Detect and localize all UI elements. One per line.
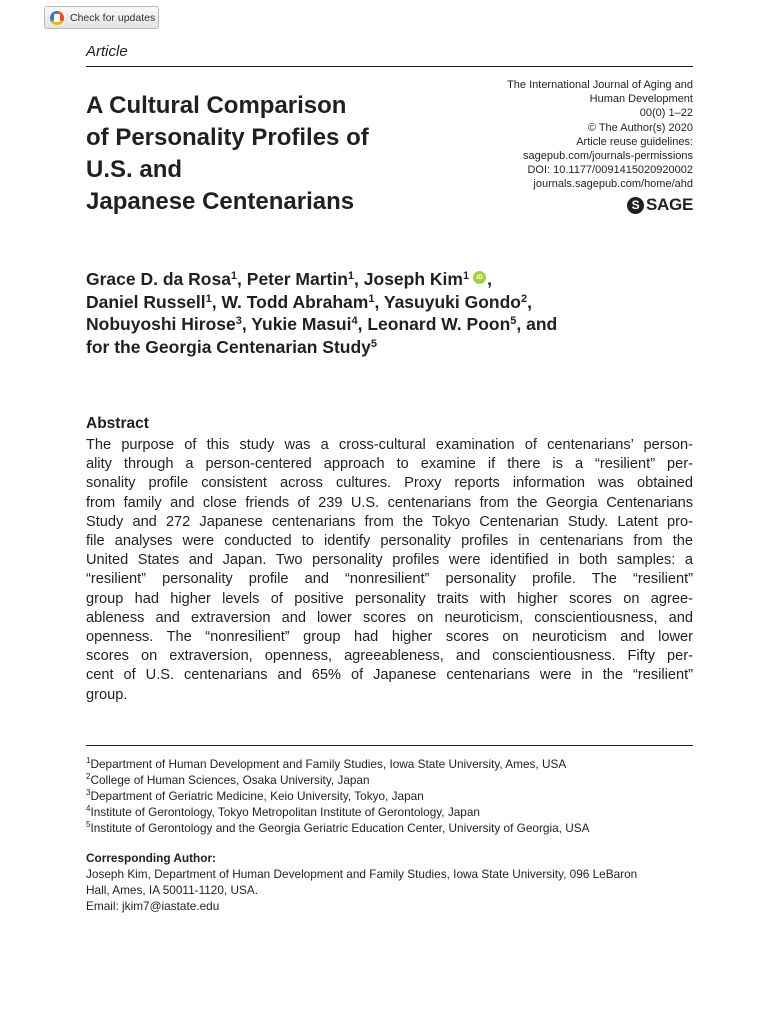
author-separator: , xyxy=(211,291,222,312)
footnote-divider xyxy=(86,745,693,746)
affiliation-text: College of Human Sciences, Osaka University, Japan xyxy=(90,773,370,787)
abstract-line: openness. The “nonresilient” group had higher scores on neuroticism and lower xyxy=(86,629,693,646)
author-name: Yukie Masui xyxy=(251,314,352,334)
abstract-line: Study and 272 Japanese centenarians from the Tokyo Centenarian Study. Latent pro- xyxy=(86,513,693,530)
title-line: Japanese Centenarians xyxy=(86,188,355,215)
affiliation-ref: 1 xyxy=(230,270,238,282)
author-name: Joseph Kim xyxy=(363,269,463,289)
corresponding-author-label: Corresponding Author: xyxy=(86,851,216,865)
affiliation-text: Department of Human Development and Family Studies, Iowa State University, Ames, USA xyxy=(90,757,567,771)
publisher-name: SAGE xyxy=(646,195,693,214)
title-line: U.S. and xyxy=(86,156,183,183)
affiliation-ref: 4 xyxy=(351,315,358,327)
title-line: A Cultural Comparison xyxy=(86,92,347,119)
author-name: Daniel Russell xyxy=(86,291,206,312)
author-name: Grace D. da Rosa xyxy=(86,269,231,289)
abstract-line: scores on extraversion, openness, agreeableness, and conscientiousness. Fifty per- xyxy=(86,648,693,665)
affiliation-item xyxy=(86,788,706,804)
header-divider xyxy=(86,66,693,67)
author-separator: , xyxy=(487,269,492,289)
affiliation-number: 2 xyxy=(86,772,91,781)
abstract-line: file analyses were conducted to identify personality profiles in centenarians from the xyxy=(86,533,693,550)
affiliation-ref: 5 xyxy=(370,337,378,350)
author-separator: , xyxy=(237,269,247,289)
author-name: Yasuyuki Gondo xyxy=(383,291,521,312)
affiliation-ref: 3 xyxy=(235,315,242,327)
journal-name-line: Human Development xyxy=(589,93,693,106)
affiliation-number: 5 xyxy=(86,820,91,829)
affiliation-item xyxy=(86,772,706,788)
abstract-line: sonality profile consistent across cultures. Proxy reports information was obtained xyxy=(86,475,693,492)
article-title xyxy=(86,90,436,218)
author-group-name: for the Georgia Centenarian Study xyxy=(86,336,371,357)
affiliation-item xyxy=(86,756,706,772)
author-separator: , xyxy=(357,314,368,334)
affiliation-number: 3 xyxy=(86,788,91,797)
author-separator: , and xyxy=(516,314,558,334)
abstract-line: group had higher levels of positive personality traits with higher scores on agree- xyxy=(86,590,693,607)
affiliation-ref: 1 xyxy=(462,270,470,282)
abstract-line: The purpose of this study was a cross-cultural examination of centenarians’ person- xyxy=(86,437,693,453)
author-list xyxy=(86,268,706,358)
abstract-line: cent of U.S. centenarians and 65% of Japanese centenarians were in the “resilient” xyxy=(86,667,693,684)
author-separator: , xyxy=(354,269,364,289)
abstract-heading: Abstract xyxy=(86,415,149,432)
affiliation-number: 4 xyxy=(86,804,91,813)
author-separator: , xyxy=(527,291,532,312)
author-name: Leonard W. Poon xyxy=(367,314,511,334)
abstract-line: from family and close friends of 239 U.S. centenarians from the Georgia Centenarians xyxy=(86,494,693,511)
abstract-line: United States and Japan. Two personality profiles were identified in both samples: a xyxy=(86,552,693,569)
crossmark-icon xyxy=(50,11,64,25)
permissions-link[interactable]: sagepub.com/journals-permissions xyxy=(523,150,693,163)
check-for-updates-button[interactable] xyxy=(44,6,159,29)
author-line xyxy=(86,291,706,314)
affiliation-text: Department of Geriatric Medicine, Keio University, Tokyo, Japan xyxy=(90,789,424,803)
abstract-body xyxy=(86,436,693,705)
reuse-label: Article reuse guidelines: xyxy=(576,135,693,148)
corresponding-author-email[interactable]: Email: jkim7@iastate.edu xyxy=(86,899,220,913)
author-line xyxy=(86,268,706,291)
author-line xyxy=(86,336,706,359)
abstract-line: group. xyxy=(86,686,128,703)
affiliation-item xyxy=(86,820,706,836)
journal-name-line: The International Journal of Aging and xyxy=(507,79,693,91)
journal-info xyxy=(463,78,693,192)
affiliation-ref: 2 xyxy=(520,292,528,305)
author-separator: , xyxy=(374,291,384,312)
orcid-icon[interactable] xyxy=(473,271,486,284)
corresponding-author-line: Joseph Kim, Department of Human Development and Family Studies, Iowa State University, 096 LeBaron xyxy=(86,867,638,881)
author-name: Nobuyoshi Hirose xyxy=(86,314,236,334)
corresponding-author-line: Hall, Ames, IA 50011-1120, USA. xyxy=(86,883,259,897)
affiliation-list xyxy=(86,756,706,836)
corresponding-author xyxy=(86,850,706,914)
affiliation-ref: 1 xyxy=(347,270,355,282)
journal-home-link[interactable]: journals.sagepub.com/home/ahd xyxy=(533,178,693,191)
affiliation-ref: 5 xyxy=(510,315,517,327)
copyright: © The Author(s) 2020 xyxy=(587,121,693,134)
affiliation-ref: 1 xyxy=(205,292,212,305)
affiliation-item xyxy=(86,804,706,820)
article-type: Article xyxy=(86,43,128,60)
sage-logo-icon xyxy=(627,197,644,214)
journal-volume: 00(0) 1–22 xyxy=(639,107,693,120)
affiliation-text: Institute of Gerontology and the Georgia Geriatric Education Center, University of Georgia, USA xyxy=(90,821,590,835)
affiliation-ref: 1 xyxy=(368,292,375,305)
author-line xyxy=(86,313,706,336)
affiliation-text: Institute of Gerontology, Tokyo Metropolitan Institute of Gerontology, Japan xyxy=(90,805,480,819)
author-name: Peter Martin xyxy=(246,269,348,289)
check-for-updates-label: Check for updates xyxy=(70,11,156,24)
affiliation-number: 1 xyxy=(86,756,91,765)
title-line: of Personality Profiles of xyxy=(86,124,369,151)
author-separator: , xyxy=(241,314,252,334)
abstract-line: “resilient” personality profile and “nonresilient” personality profile. The “resilient” xyxy=(86,571,693,588)
abstract-line: ableness and extraversion and lower scores on neuroticism, conscientiousness, and xyxy=(86,609,693,626)
abstract-line: ality through a person-centered approach to examine if there is a “resilient” per- xyxy=(86,456,693,473)
sage-logo xyxy=(627,195,693,215)
doi-link[interactable]: DOI: 10.1177/0091415020920002 xyxy=(527,164,693,177)
author-name: W. Todd Abraham xyxy=(221,291,369,312)
